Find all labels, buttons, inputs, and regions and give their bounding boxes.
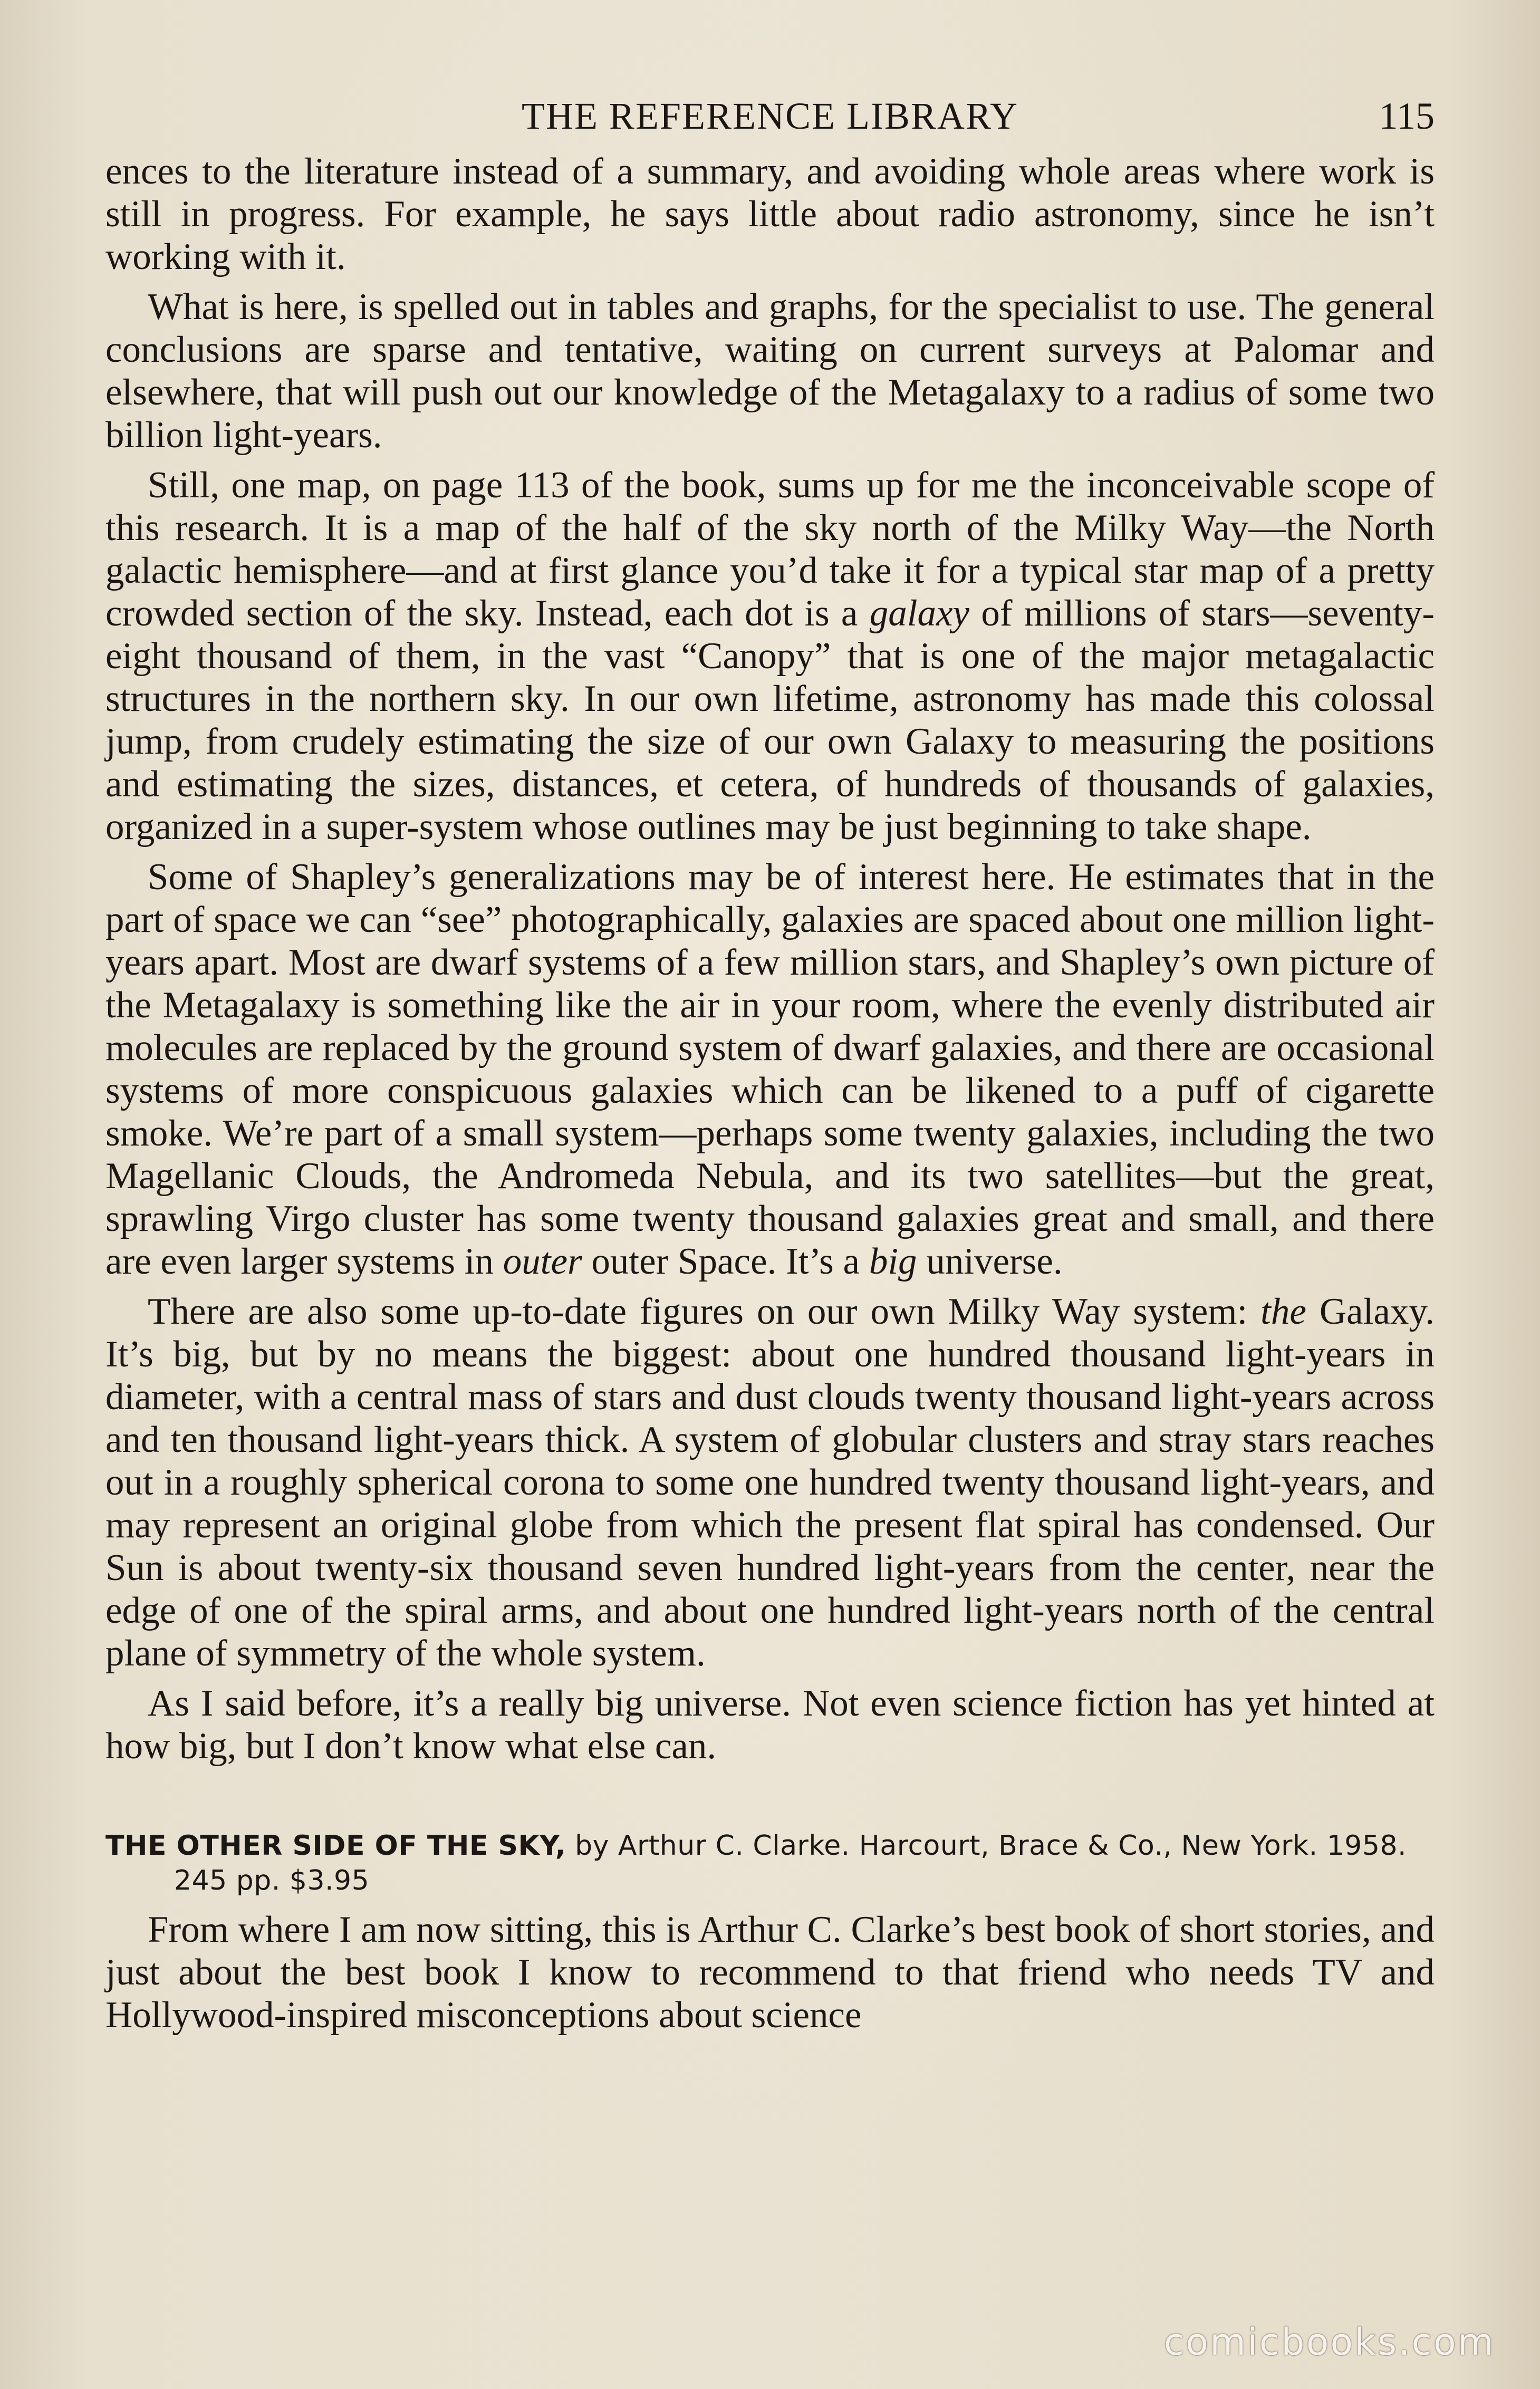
paragraph-tables-graphs (105, 286, 1435, 457)
paragraph-text: outer Space. It’s a (582, 1241, 869, 1282)
paragraph-text: ences to the literature instead of a summary, and avoiding whole areas where work is still in progress. For example, he says little about radio astronomy, since he isn’t working with it. (105, 151, 1435, 277)
site-watermark: comicbooks.com (1163, 2320, 1495, 2364)
emphasis-text: big (869, 1241, 917, 1282)
review-heading (105, 1828, 1435, 1898)
paragraph-text: universe. (917, 1241, 1063, 1282)
paragraph-milky-way (105, 1290, 1435, 1675)
paragraph-big-universe (105, 1682, 1435, 1768)
review-book-title: THE OTHER SIDE OF THE SKY, (105, 1830, 566, 1862)
paragraph-text: As I said before, it’s a really big universe. Not even science fiction has yet hinted at how big, but I don’t know what else can. (105, 1683, 1435, 1767)
paragraph-clarke-review (105, 1909, 1435, 2037)
paragraph-map (105, 464, 1435, 849)
page-number: 115 (1379, 95, 1435, 137)
paragraph-continuation (105, 150, 1435, 278)
page-body (105, 150, 1435, 2044)
paragraph-text: Some of Shapley’s generalizations may be of interest here. He estimates that in the part of space we can “see” photographically, galaxies are spaced about one million light-years apart. Most are dwarf systems of a few million stars, and Shapley’s own picture of the Metagalaxy is something like the air in your room, where the evenly distributed air molecules are replaced by the ground system of dwarf galaxies, and there are occasional systems of more conspicuous galaxies which can be likened to a puff of cigarette smoke. We’re part of a small system—perhaps some twenty galaxies, including the two Magellanic Clouds, the Andromeda Nebula, and its two satellites—but the great, sprawling Virgo cluster has some twenty thousand galaxies great and small, and there are even larger systems in (105, 856, 1435, 1282)
emphasis-text: outer (503, 1241, 582, 1282)
emphasis-text: the (1260, 1291, 1306, 1332)
paragraph-text: Still, one map, on page 113 of the book, sums up for me the inconceivable scope of this research. It is a map of the half of the sky north of the Milky Way—the North galactic hemisphere—and at first glance you’d take it for a typical star map of a pretty crowded section of the sky. Instead, each dot is a (105, 465, 1435, 634)
paragraph-text: of millions of stars—seventy-eight thousand of them, in the vast “Canopy” that is one of the major metagalactic structures in the northern sky. In our own lifetime, astronomy has made this colossal jump, from crudely estimating the size of our own Galaxy to measuring the positions and estimating the sizes, distances, et cetera, of hundreds of thousands of galaxies, organized in a super-system whose outlines may be just beginning to take shape. (105, 593, 1435, 847)
paragraph-text: There are also some up-to-date figures on our own Milky Way system: (148, 1291, 1261, 1332)
paragraph-text: What is here, is spelled out in tables and graphs, for the specialist to use. The general conclusions are sparse and tentative, waiting on current surveys at Palomar and elsewhere, that will push out our knowledge of the Metagalaxy to a radius of some two billion light-years. (105, 286, 1435, 456)
emphasis-text: galaxy (869, 593, 970, 634)
page-header (105, 90, 1435, 142)
paragraph-text: From where I am now sitting, this is Arthur C. Clarke’s best book of short stories, and just about the best book I know to recommend to that friend who needs TV and Hollywood-inspired misconceptions about science (105, 1909, 1435, 2036)
review-book-details: by Arthur C. Clarke. Harcourt, Brace & Co., New York. 1958. 245 pp. $3.95 (174, 1830, 1407, 1896)
running-head: THE REFERENCE LIBRARY (521, 95, 1019, 137)
paragraph-text: Galaxy. It’s big, but by no means the biggest: about one hundred thousand light-years in diameter, with a central mass of stars and dust clouds twenty thousand light-years across and ten thousand light-years thick. A system of globular clusters and stray stars reaches out in a roughly spherical corona to some one hundred twenty thousand light-years, and may represent an original globe from which the present flat spiral has condensed. Our Sun is about twenty-six thousand seven hundred light-years from the center, near the edge of one of the spiral arms, and about one hundred light-years north of the central plane of symmetry of the whole system. (105, 1291, 1435, 1674)
paragraph-shapley (105, 856, 1435, 1283)
